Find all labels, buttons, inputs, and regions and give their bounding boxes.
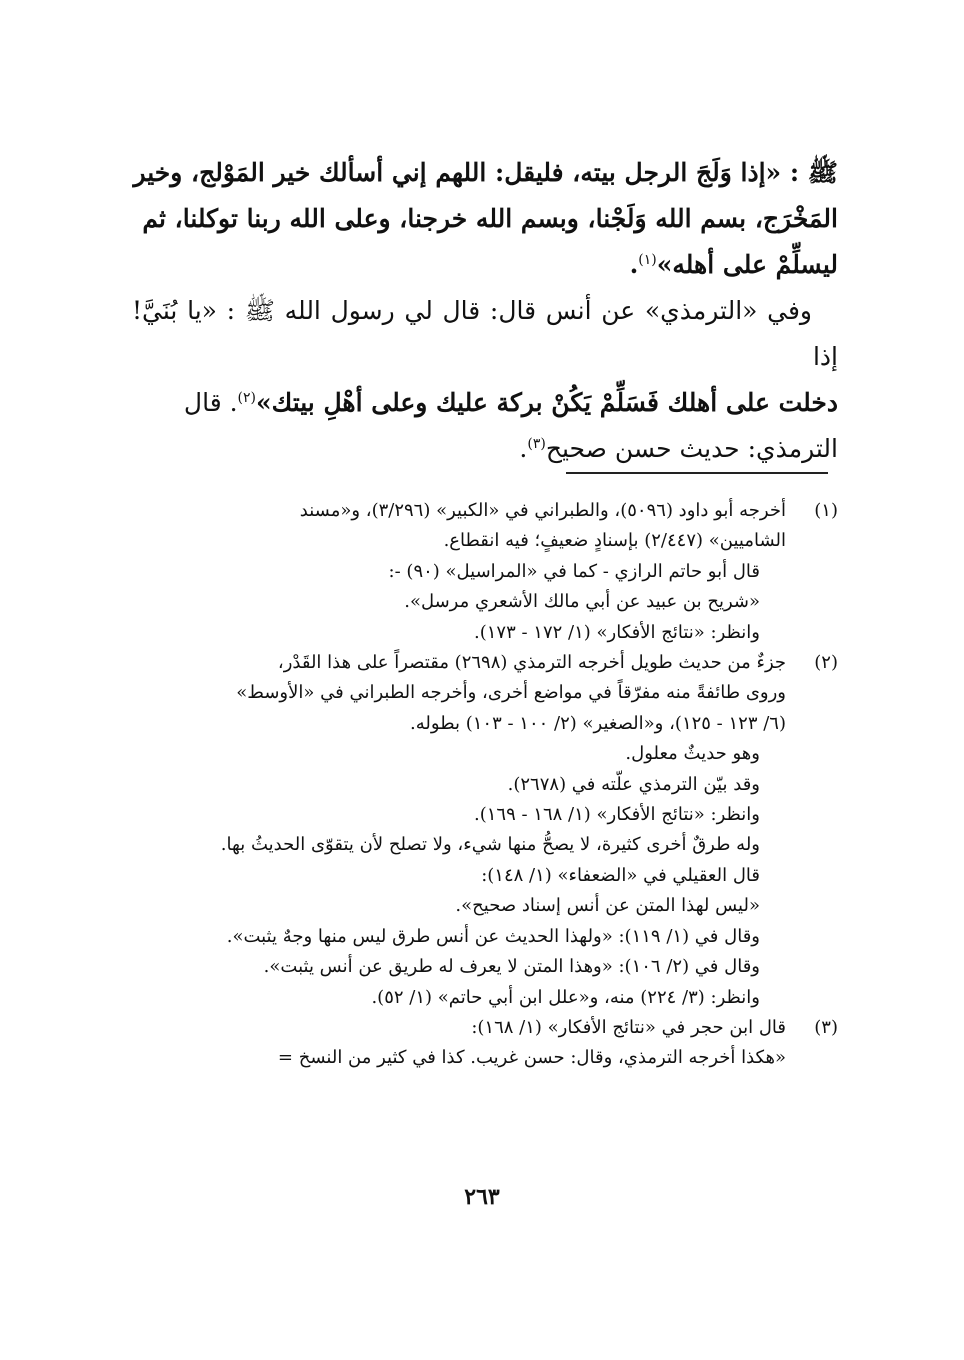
main-line: ليسلِّمْ على أهله»: [656, 250, 838, 279]
page-number: ٢٦٣: [464, 1184, 500, 1210]
main-text: [132, 150, 838, 472]
footnote-line: وانظر: (٣/ ٢٢٤) منه، و«علل ابن أبي حاتم» (١/ ٥٢).: [371, 986, 760, 1008]
footnote-line: «هكذا أخرجه الترمذي، وقال: حسن غريب. كذا في كثير من النسخ =: [277, 1047, 786, 1069]
footnote-line: وانظر: «نتائج الأفكار» (١/ ١٦٨ - ١٦٩).: [473, 804, 760, 826]
footnote-line: (٦/ ١٢٣ - ١٢٥)، و«الصغير» (٢/ ١٠٠ - ١٠٣) بطوله.: [410, 712, 786, 734]
footnote-body: [132, 648, 786, 1013]
footnote-number: (٢): [814, 652, 838, 674]
footnote-line: قال أبو حاتم الرازي - كما في «المراسيل» (٩٠) -:: [388, 560, 760, 582]
main-line: ﷺ : «إذا وَلَجَ الرجل بيته، فليقل: اللهم إني أسألك خير المَوْلج، وخير: [133, 158, 838, 187]
main-line: المَخْرَج، بسم الله وَلَجْنا، وبسم الله خرجنا، وعلى الله ربنا توكلنا، ثم: [142, 204, 838, 233]
footnote-line: الشاميين» (٢/٤٤٧) بإسنادٍ ضعيفٍ؛ فيه انقطاع.: [443, 530, 786, 552]
footnote-line: وهو حديثٌ معلول.: [625, 743, 760, 765]
paragraph-1: [132, 150, 838, 288]
footnote-number: (٣): [814, 1016, 838, 1038]
footnote-line: أخرجه أبو داود (٥٠٩٦)، والطبراني في «الكبير» (٣/٢٩٦)، و«مسند: [299, 500, 786, 521]
main-line: دخلت على أهلك فَسَلِّمْ يَكُنْ بركة عليك وعلى أهْلِ بيتك»: [256, 388, 838, 417]
footnote-line: وقال في (٢/ ١٠٦): «وهذا المتن لا يعرف له طريق عن أنس يثبت».: [263, 956, 760, 978]
footnote-line: وروى طائفةً منه مفرّقاً في مواضع أخرى، وأخرجه الطبراني في «الأوسط»: [236, 682, 786, 704]
footnote-ref: (١): [638, 252, 657, 268]
footnote-line: «شريح بن عبيد عن أبي مالك الأشعري مرسل».: [404, 591, 760, 613]
footnote-line: وانظر: «نتائج الأفكار» (١/ ١٧٢ - ١٧٣).: [473, 621, 760, 643]
footnote-line: وقال في (١/ ١١٩): «ولهذا الحديث عن أنس طرق ليس منها وجهٌ يثبت».: [226, 925, 760, 947]
footnote-line: قال العقيلي في «الضعفاء» (١/ ١٤٨):: [481, 864, 760, 886]
footnote-2: [132, 648, 838, 1013]
main-line: الترمذي: حديث حسن صحيح: [545, 434, 838, 463]
footnote-ref: (٣): [527, 436, 546, 452]
footnote-3: [132, 1013, 838, 1074]
footnote-line: وله طرقٌ أخرى كثيرة، لا يصحُّ منها شيء، ولا تصلح لأن يتقوّى الحديثُ بها.: [220, 834, 760, 856]
footnote-line: قال ابن حجر في «نتائج الأفكار» (١/ ١٦٨):: [471, 1016, 786, 1038]
main-line: . قال: [183, 388, 238, 417]
footnote-1: [132, 496, 838, 648]
punctuation: .: [519, 434, 528, 463]
footnote-separator: [566, 472, 828, 474]
footnote-line: وقد بيّن الترمذي علّته في (٢٦٧٨).: [507, 773, 760, 795]
punctuation: .: [629, 250, 639, 279]
footnote-number: (١): [814, 500, 838, 521]
footnote-ref: (٢): [237, 390, 257, 406]
footnote-line: «ليس لهذا المتن عن أنس إسناد صحيح».: [455, 895, 760, 917]
footnote-body: [132, 496, 786, 648]
footnotes: [132, 496, 838, 1074]
paragraph-2: [132, 288, 838, 472]
footnote-body: [132, 1013, 786, 1074]
footnote-line: جزءٌ من حديث طويل أخرجه الترمذي (٢٦٩٨) مقتصراً على هذا القَدْر،: [277, 652, 786, 674]
main-line: وفي «الترمذي» عن أنس قال: قال لي رسول الله ﷺ : «يا بُنَيَّ! إذا: [132, 296, 838, 371]
